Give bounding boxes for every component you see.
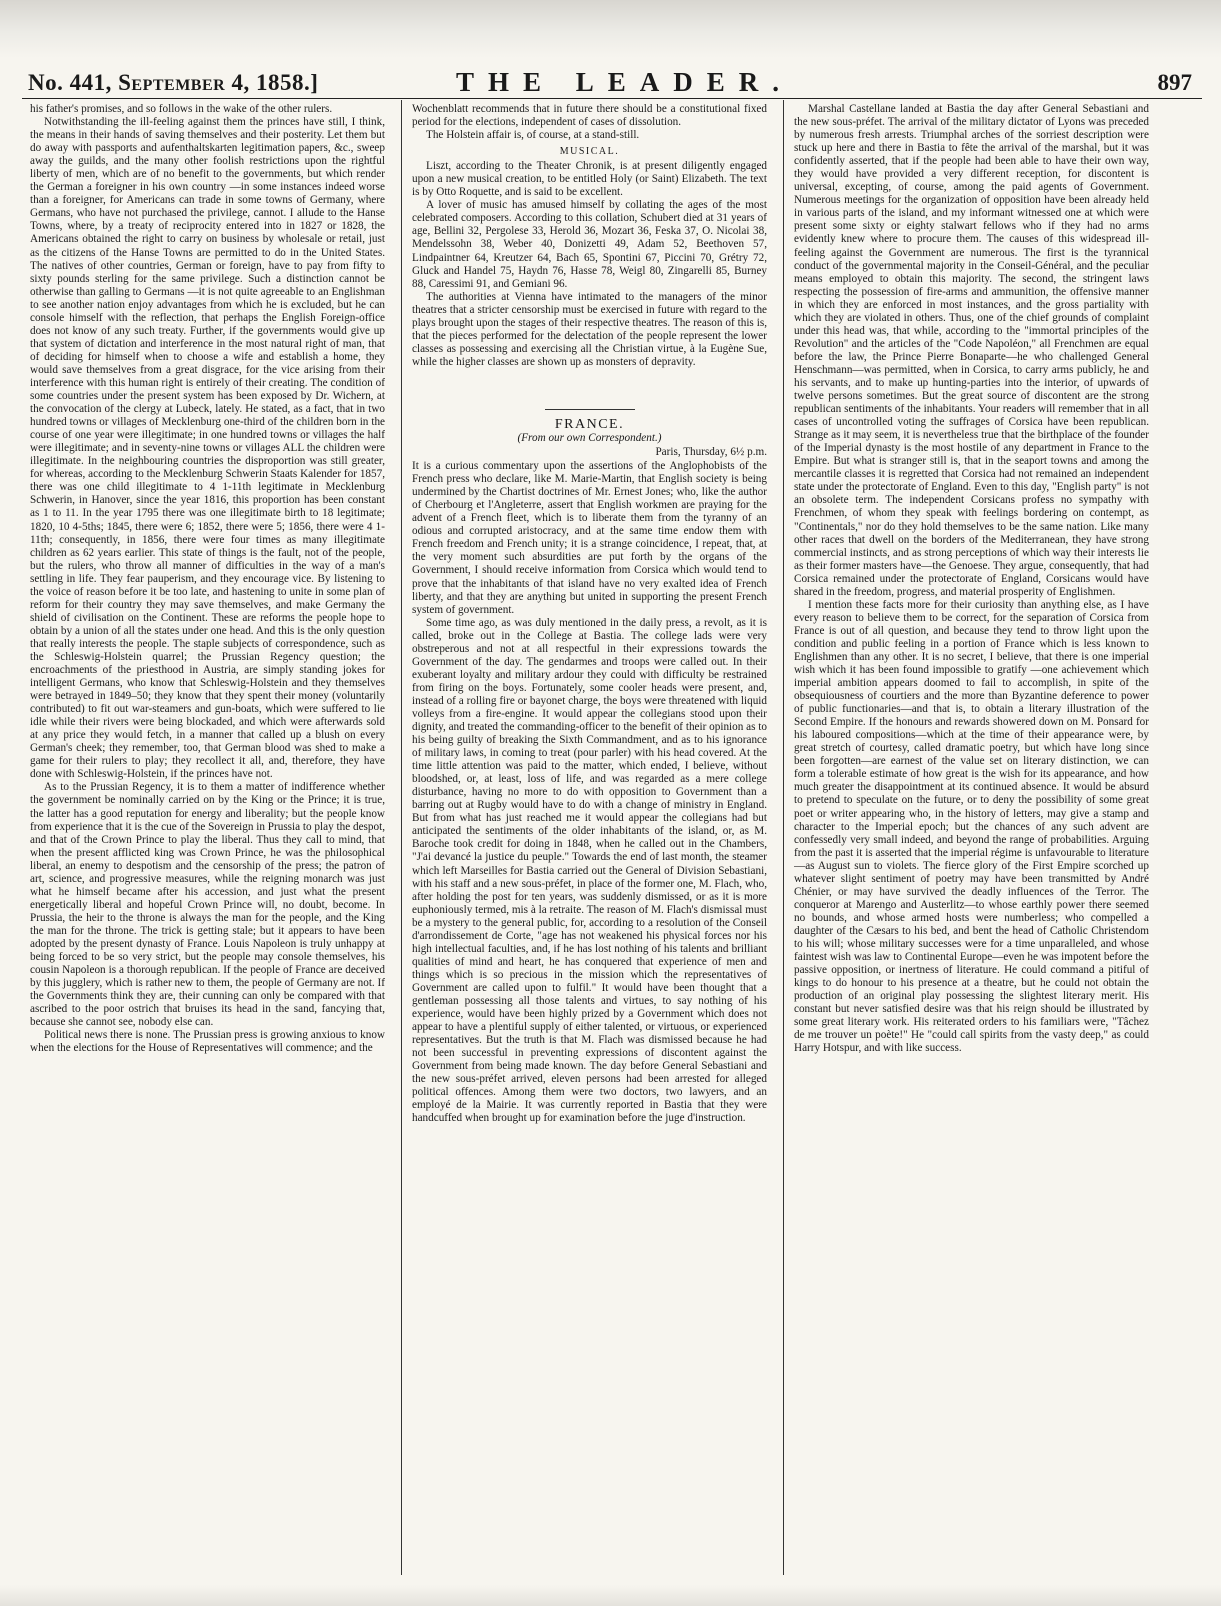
article-paragraph: The Holstein affair is, of course, at a stand-still.: [426, 129, 640, 142]
blank-space: [412, 369, 767, 397]
article-paragraph: his father's promises, and so follows in the wake of the other rulers.: [30, 103, 333, 115]
page-header: [22, 58, 1202, 99]
article-paragraph: A lover of music has amused himself by collating the ages of the most celebrated composers. According to this collation, Schubert died at 31 years of age, Bellini 32, Pergolese 33, Herold 36, Mozart 36, Feska 37, O. Nicolai 38, Mendelssohn 38, Weber 40, Donizetti 49, Adam 52, Beethoven 57, Lindpaintner 64, Kreutzer 64, Bach 65, Spontini 67, Piccini 70, Grétry 72, Gluck and Handel 75, Haydn 76, Hasse 78, Weigl 80, Zingarelli 85, Burney 88, Caressimi 91, and Gemiani 96.: [412, 199, 767, 290]
column-1: [30, 103, 385, 1573]
article-paragraph: It is a curious commentary upon the assertions of the Anglophobists of the French press who declare, like M. Marie-Martin, that English society is being undermined by the Chartist doctrines of Mr. Ernest Jones; who, like the author of Cherbourg et l'Angleterre, assert that English workmen are praying for the advent of a French fleet, which is to liberate them from the tyranny of an odious and corrupted aristocracy, and at the same time endow them with French freedom and French unity; it is a strange coincidence, I repeat, that, at the very moment such absurdities are put forth by the organs of the Government, I should receive information from Corsica which would tend to prove that the inhabitants of that island have no very exalted idea of French liberty, and that they are anything but united in supporting the present French system of government.: [412, 460, 767, 616]
article-paragraph: As to the Prussian Regency, it is to them a matter of indifference whether the government be nominally carried on by the King or the Prince; it is true, the latter has a good reputation for energy and liberality; but the people know from experience that it is the cue of the Sovereign in Prussia to play the despot, and that of the Crown Prince to play the liberal. Thus they call to mind, that when the present afflicted king was Crown Prince, he was the philosophical liberal, an enemy to despotism and the censorship of the press; the patron of art, science, and progressive measures, while the reigning monarch was just what he himself became after his accession, and just what the present energetically liberal and hopeful Crown Prince will, no doubt, become. In Prussia, the heir to the throne is always the man for the people, and the King the man for the throne. The trick is getting stale; but it appears to have been adopted by the present dynasty of France. Louis Napoleon is truly unhappy at being forced to be so very strict, but the people may console themselves, his cousin Napoleon is a thorough republican. If the people of France are deceived by this jugglery, which is rather new to them, the people of Germany are not. If the Governments think they are, their cunning can only be compared with that ascribed to the poor ostrich that bruises its head in the sand, fancying that, because she cannot see, nobody else can.: [30, 781, 385, 1029]
article-paragraph: Political news there is none. The Prussian press is growing anxious to know when the elections for the House of Representatives will commence; and the: [30, 1029, 385, 1055]
issue-info: [28, 70, 318, 96]
section-heading-france: FRANCE.: [554, 416, 625, 432]
article-paragraph: I mention these facts more for their curiosity than anything else, as I have every reason to believe them to be correct, for the separation of Corsica from France is out of all question, and because they tend to throw light upon the condition and public feeling in a portion of France which is less known to Englishmen than any other. It is no secret, I believe, that there is one imperial wish which it has been found impossible to gratify —one achievement which imperial ambition appears doomed to fail to accomplish, in spite of the obsequiousness of courtiers and the more than Byzantine deference to power of public functionaries—and that is, to obtain a literary illustration of the Second Empire. If the honours and rewards showered down on M. Ponsard for his laboured compositions—which at the time of their appearance were, by great stretch of courtesy, called dramatic poetry, but which have long since been forgotten—are earnest of the value set on literary distinction, we can form a tolerable estimate of how great is the wish for its appearance, and how much greater the disappointment at its continued absence. It would be absurd to pretend to speculate on the future, or to deny the possibility of some great poet or writer appearing who, in the history of letters, may give a stamp and character to the Imperial epoch; but the chances of any such advent are confessedly very small indeed, and beyond the range of probabilities. Arguing from the past it is asserted that the imperial régime is unfavourable to literature—as August sun to violets. The fierce glory of the First Empire scorched up whatever slight sentiment of poetry may have been transmitted by André Chénier, or may have survived the deadly influences of the Terror. The conqueror at Marengo and Austerlitz—to whose earthly power there seemed no bounds, and whose armed hosts were numberless; who compelled a daughter of the Cæsars to his bed, and bent the head of Catholic Christendom to his will; whose military successes were for a time unparalleled, and whose faintest wish was law to Continental Europe—even he was impotent before the passive opposition, or inertness of literature. He could command a pitiful of kings to do honour to his presence at a theatre, but he could not obtain the production of an original play possessing the slightest literary merit. His constant but never satisfied desire was that his reign should be illustrated by some great literary work. His reiterated orders to his familiars were, "Tâchez de me trouver un poète!" He "could call spirits from the vasty deep," as could Harry Hotspur, and with like success.: [794, 598, 1149, 1055]
article-paragraph: The authorities at Vienna have intimated to the managers of the minor theatres that a stricter censorship must be exercised in future with regard to the plays brought upon the stages of their respective theatres. The reason of this is, that the pieces performed for the delectation of the people represent the lower classes as possessing and exercising all the Christian virtue, à la Eugène Sue, while the higher classes are shown up as monsters of depravity.: [412, 290, 767, 368]
issue-date: September 4, 1858.]: [118, 70, 319, 95]
article-paragraph: Liszt, according to the Theater Chronik, is at present diligently engaged upon a new musical creation, to be entitled Holy (or Saint) Elizabeth. The text is by Otto Roquette, and is said to be excellent.: [412, 160, 767, 199]
section-separator: [545, 409, 635, 410]
column-rule-2: [783, 100, 784, 1575]
column-3: [794, 103, 1149, 1573]
section-heading-musical: MUSICAL.: [559, 146, 620, 158]
newspaper-title: THE LEADER.: [456, 67, 794, 97]
issue-number: No. 441,: [28, 70, 112, 95]
scan-edge-bottom: [0, 1585, 1221, 1606]
column-2: [412, 103, 767, 1573]
page-number: 897: [1157, 70, 1192, 95]
dateline: Paris, Thursday, 6½ p.m.: [655, 446, 767, 459]
article-paragraph: Wochenblatt recommends that in future there should be a constitutional fixed period for the elections, independent of cases of dissolution.: [412, 103, 767, 129]
scan-edge-top: [0, 0, 1221, 58]
correspondent-line: (From our own Correspondent.): [517, 431, 662, 444]
article-paragraph: Some time ago, as was duly mentioned in the daily press, a revolt, as it is called, broke out in the College at Bastia. The college lads were very obstreperous and not at all respectful in their expressions towards the Government of the day. The gendarmes and troops were called out. In their exuberant loyalty and military ardour they could with difficulty be restrained from firing on the boys. Fortunately, some cooler heads were present, and, instead of a rolling fire or bayonet charge, the boys were threatened with liquid volleys from a fire-engine. It would appear the collegians stood upon their dignity, and treated the commanding-officer to the benefit of their opinion as to his being guilty of breaking the Sixth Commandment, and as to his ignorance of military laws, in coming to treat (pour parler) with his head covered. At the time little attention was paid to the matter, which ended, I believe, without bloodshed, or, at least, loss of life, and was regarded as a mere college disturbance, having no more to do with opposition to Government than a barring out at Rugby would have to do with a change of ministry in England. But from what has just reached me it would appear the collegians had but anticipated the sentiments of the older inhabitants of the island, or, as M. Baroche took credit for doing in 1848, when he called out in the Chambers, "J'ai devancé la justice du peuple." Towards the end of last month, the steamer which left Marseilles for Bastia carried out the General of Division Sebastiani, with his staff and a new sous-préfet, in place of the former one, M. Flach, who, after holding the post for ten years, was suddenly dismissed, or as it is more euphoniously termed, mis à la retraite. The reason of M. Flach's dismissal must be a mystery to the general public, for, according to a resolution of the Conseil d'arrondissement de Corte, "age has not weakened his physical forces nor his high intellectual faculties, and, if he has lost nothing of his talents and brilliant qualities of mind and heart, he has conquered that experience of men and things which is so precious in the mission which the representatives of Government are called upon to fulfil." It would have been thought that a gentleman possessing all those talents and virtues, to say nothing of his experience, would have been highly prized by a Government which does not appear to have a plentiful supply of either talented, or virtuous, or experienced representatives. But the truth is that M. Flach was dismissed because he had not been successful in preventing expressions of discontent against the Government from being made known. The day before General Sebastiani and the new sous-préfet arrived, eleven persons had been arrested for alleged political offences. Among them were two doctors, two lawyers, and an employé de la Mairie. It was currently reported in Bastia that they were handcuffed when brought up for examination before the juge d'instruction.: [412, 616, 767, 1125]
article-paragraph: Marshal Castellane landed at Bastia the day after General Sebastiani and the new sous-préfet. The arrival of the military dictator of Lyons was preceded by numerous fresh arrests. Triumphal arches of the sorriest description were stuck up here and there in Bastia to fête the arrival of the marshal, but it was confidently asserted, that if the people had been able to have their own way, they would have provided a very different reception, for discontent is universal, excepting, of course, among the paid agents of Government. Numerous meetings for the organization of opposition have been already held in various parts of the island, and my informant witnessed one at which were present some sixty or eighty stalwart fellows who if they had no arms evidently knew where to procure them. The causes of this widespread ill-feeling against the Government are numerous. The first is the tyrannical conduct of the governmental majority in the Conseil-Général, and the peculiar means employed to obtain this majority. The second, the stringent laws respecting the possession of fire-arms and ammunition, the offensive manner in which they are enforced in most instances, and the gross partiality with which they are violated in others. Thus, one of the chief grounds of complaint under this head was, that while, according to the "immortal principles of the Revolution" and the articles of the "Code Napoléon," all Frenchmen are equal before the law, the Prince Pierre Bonaparte—he who challenged General Henschmann—was permitted, when in Corsica, to carry arms publicly, he and his servants, and to make up hunting-parties into the interior, of upwards of twelve persons sometimes. But the great source of discontent are the strong republican sentiments of the inhabitants. Your readers will remember that in all cases of uncontrolled voting the suffrages of Corsica have been republican. Strange as it may seem, it is nevertheless true that the birthplace of the founder of the Imperial dynasty is the most hostile of any department in France to the Empire. But what is stranger still is, that in the seaport towns and among the mercantile classes it is regretted that Corsica had not remained an independent state under the protectorate of England. Even to this day, "English party" is not an obsolete term. The independent Corsicans profess no sympathy with Frenchmen, of whom they speak with feelings bordering on contempt, as "Continentals," nor do they hold themselves to be the same nation. Like many other races that dwell on the borders of the Mediterranean, they have strong commercial instincts, and as strong perceptions of which way their interests lie as their former masters have—the Genoese. They argue, consequently, that had Corsica remained under the protectorate of England, Corsicans would have shared in the freedom, progress, and material prosperity of Englishmen.: [794, 103, 1149, 598]
column-rule-1: [401, 100, 402, 1575]
article-paragraph: Notwithstanding the ill-feeling against them the princes have still, I think, the means in their hands of saving themselves and their posterity. Let them but do away with passports and aufenthaltskarten legitimation papers, &c., sweep away the guilds, and the many other foolish restrictions upon the rightful liberty of men, which are of no benefit to the governments, but which render the German a foreigner in his own country —in some instances indeed worse than a foreigner, for Americans can trade in some towns of Germany, where Germans, who have not purchased the privilege, cannot. I allude to the Hanse Towns, where, by a treaty of reciprocity entered into in 1827 or 1828, the Americans obtained the right to carry on business by wholesale or retail, just as the citizens of the Hanse Towns are permitted to do in the United States. The natives of other countries, German or foreign, have to pay from fifty to sixty pounds sterling for the same privilege. Such a distinction cannot be otherwise than galling to Germans —it is not quite agreeable to an Englishman to see another nation enjoy advantages from which he is excluded, but he can console himself with the reflection, that perhaps the English Foreign-office does not know of any such treaty. Further, if the governments would give up that system of dictation and interference in the most natural right of man, that of deciding for himself when to choose a wife and establish a home, they would save themselves from a great disgrace, for the vice arising from their interference with this human right is entirely of their creating. The condition of some countries under the present system has been exposed by Dr. Wichern, at the convocation of the clergy at Lubeck, lately. He stated, as a fact, that in two hundred towns or villages of Mecklenburg one-third of the children born in the course of one year were illegitimate; in one hundred towns or villages the half were illegitimate; and in seventy-nine towns or villages ALL the children were illegitimate. In the neighbouring countries the disproportion was still greater, for whereas, according to the Mecklenburg Schwerin Staats Kalender for 1857, there was one child illegitimate to 4 1-11th legitimate in Mecklenburg Schwerin, in Hanover, since the year 1816, this proportion has been constant as 1 to 11. In the year 1795 there was one illegitimate birth to 18 legitimate; 1820, 10 4-5ths; 1845, there were 6; 1852, there were 5; 1856, there were 4 1-11th; consequently, in 1856, there were four times as many illegitimate children as 62 years earlier. This state of things is the fault, not of the people, but the rulers, who throw all manner of difficulties in the way of a man's settling in life. They fear pauperism, and they encourage vice. By listening to the voice of reason before it be too late, and hastening to unite in some plan of reform for their country they may save themselves, and make Germany the shield of civilisation on the Continent. These are reforms the people hope to obtain by a union of all the states under one head. And this is the only question that really interests the people. The staple subjects of correspondence, such as the Schleswig-Holstein quarrel; the Prussian Regency question; the encroachments of the priesthood in Austria, are simply standing jokes for intelligent Germans, who know that Schleswig-Holstein and they themselves were betrayed in 1849–50; they know that they spent their money (voluntarily contributed) to fit out war-steamers and gun-boats, which were suffered to lie idle while their rivers were being blockaded, and which were afterwards sold at any price they would fetch, in a manner that called up a blush on every German's cheek; they remember, too, that German blood was shed to make a game for their rulers to play; they recollect it all, and, therefore, they have done with Schleswig-Holstein, if the princes have not.: [30, 116, 385, 781]
